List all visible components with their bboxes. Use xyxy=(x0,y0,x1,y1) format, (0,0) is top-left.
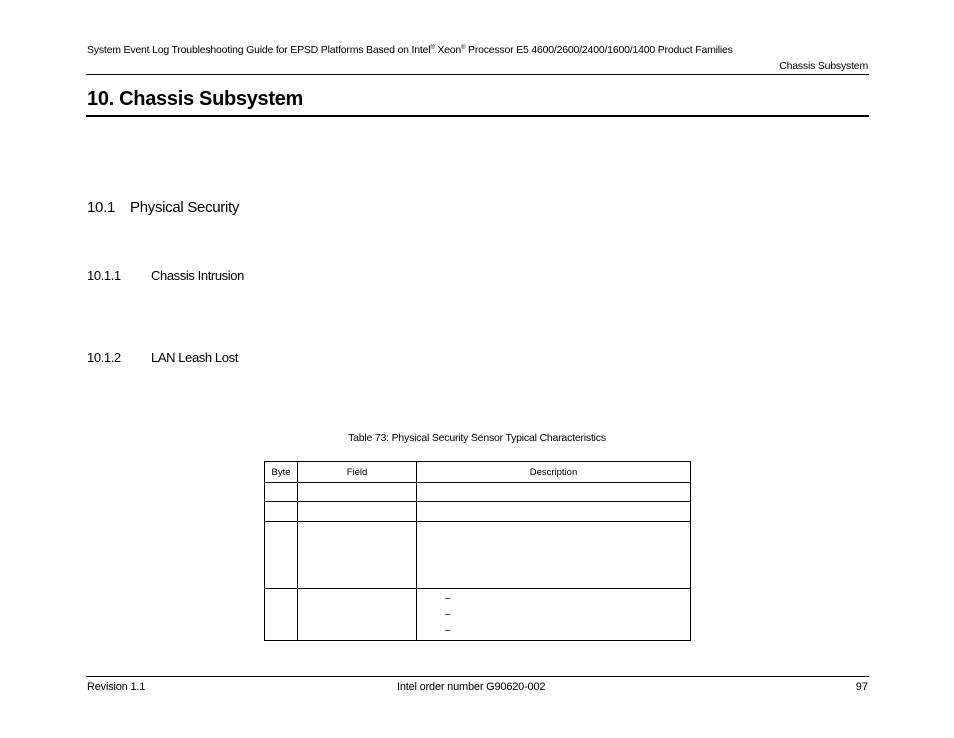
subsection-title: Chassis Intrusion xyxy=(151,268,244,283)
table-row xyxy=(265,589,691,641)
section-title: Physical Security xyxy=(130,199,240,216)
footer-divider xyxy=(86,676,869,677)
subsection-heading-lan-leash-lost xyxy=(87,350,238,365)
table-cell xyxy=(298,522,417,589)
chapter-title: 10. Chassis Subsystem xyxy=(87,88,304,110)
dash-list xyxy=(417,589,690,639)
table-header-row xyxy=(265,462,691,483)
header-title-part3: Processor E5 4600/2600/2400/1600/1400 Product Families xyxy=(465,44,733,56)
dash-list-item: – xyxy=(445,625,451,636)
header-title-part2: Xeon xyxy=(434,44,462,56)
table-caption: Table 73: Physical Security Sensor Typical Characteristics xyxy=(348,432,606,444)
table-cell xyxy=(265,589,298,641)
dash-list-item: – xyxy=(445,593,451,604)
section-heading-physical-security xyxy=(87,199,239,216)
table-row xyxy=(265,483,691,502)
physical-security-sensor-table xyxy=(264,461,691,641)
subsection-number: 10.1.2 xyxy=(87,350,121,365)
column-header-description: Description xyxy=(417,462,691,483)
table-row xyxy=(265,522,691,589)
subsection-number: 10.1.1 xyxy=(87,268,121,283)
footer-revision: Revision 1.1 xyxy=(87,681,146,693)
subsection-title: LAN Leash Lost xyxy=(151,350,238,365)
table-cell xyxy=(298,483,417,502)
column-header-byte: Byte xyxy=(265,462,298,483)
table-cell xyxy=(417,522,691,589)
footer-page-number: 97 xyxy=(855,681,868,693)
footer-order-number: Intel order number G90620-002 xyxy=(397,681,546,693)
running-header-section: Chassis Subsystem xyxy=(779,60,868,72)
subsection-heading-chassis-intrusion xyxy=(87,268,244,283)
table-cell xyxy=(417,589,691,641)
table-cell xyxy=(298,502,417,522)
table-cell xyxy=(298,589,417,641)
running-header-title xyxy=(87,44,733,56)
registered-mark: ® xyxy=(461,45,466,51)
table-cell xyxy=(265,483,298,502)
header-title-part1: System Event Log Troubleshooting Guide for EPSD Platforms Based on Intel xyxy=(87,44,431,56)
table-cell xyxy=(417,483,691,502)
dash-list-item: – xyxy=(445,609,451,620)
table-row xyxy=(265,502,691,522)
column-header-field: Field xyxy=(298,462,417,483)
section-number: 10.1 xyxy=(87,199,115,216)
chapter-title-rule xyxy=(86,115,869,117)
table-cell xyxy=(417,502,691,522)
table-cell xyxy=(265,502,298,522)
registered-mark: ® xyxy=(430,45,435,51)
header-divider xyxy=(86,74,869,75)
table-cell xyxy=(265,522,298,589)
